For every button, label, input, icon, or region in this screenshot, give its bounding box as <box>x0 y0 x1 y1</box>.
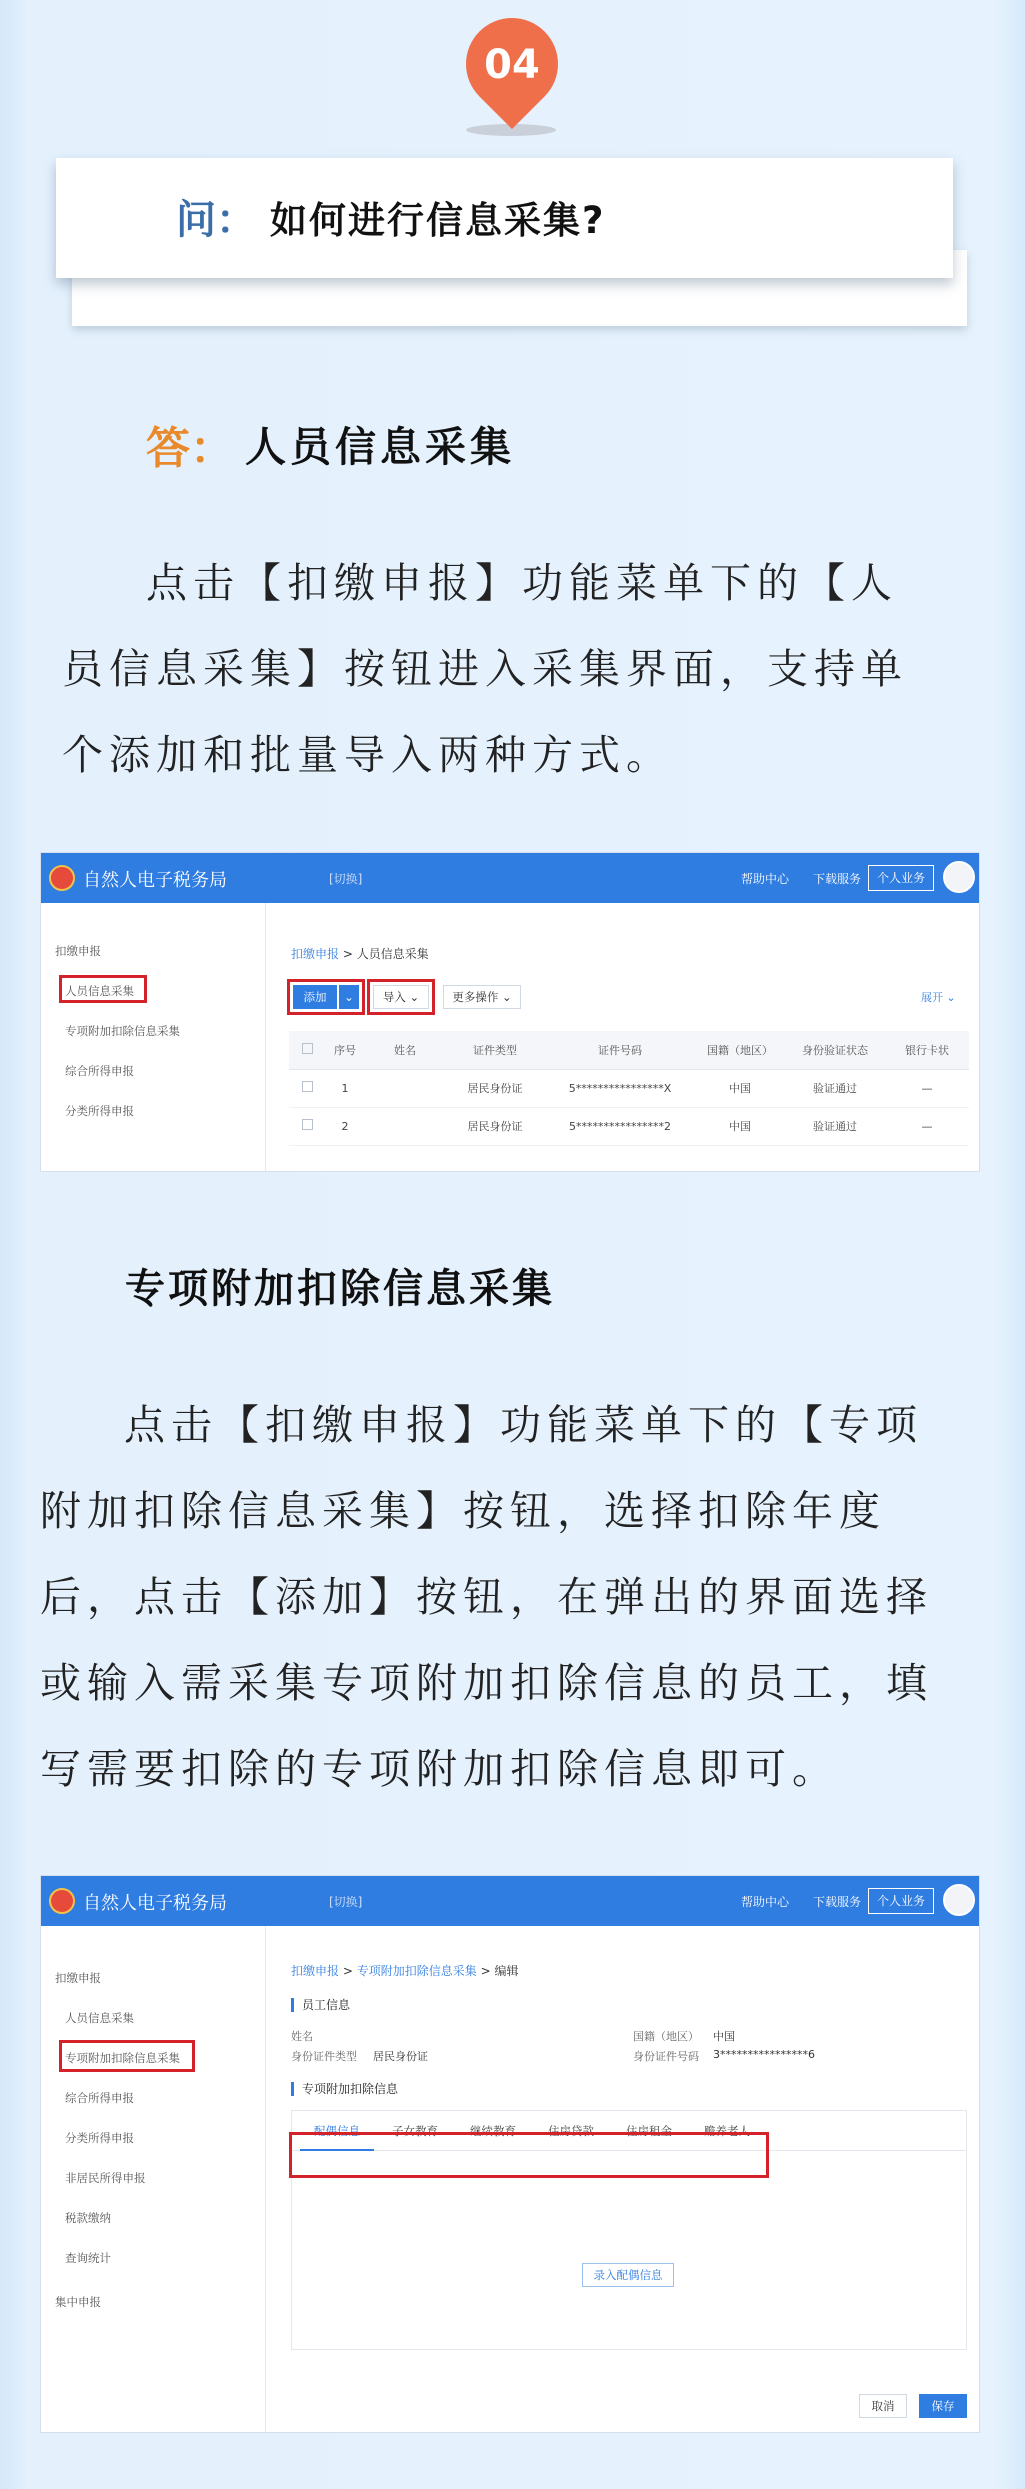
cell: — <box>885 1107 969 1145</box>
breadcrumb-current: 人员信息采集 <box>356 947 429 961</box>
id-number-value: 3****************6 <box>713 2048 815 2061</box>
highlight-box <box>367 979 435 1015</box>
highlight-box <box>289 2132 769 2178</box>
tab-spouse[interactable]: 配偶信息 <box>300 2111 374 2151</box>
cell: 2 <box>325 1107 365 1145</box>
checkbox[interactable] <box>302 1119 313 1130</box>
cell: 中国 <box>695 1069 785 1107</box>
top-bar <box>41 853 979 903</box>
save-button[interactable]: 保存 <box>919 2394 967 2418</box>
cell: 验证通过 <box>785 1069 885 1107</box>
sidebar-item-classified[interactable]: 分类所得申报 <box>65 1104 134 1118</box>
column-header: 身份验证状态 <box>785 1031 885 1069</box>
paragraph-1 <box>62 540 982 798</box>
tab-housing-loan[interactable]: 住房贷款 <box>548 2124 594 2138</box>
id-type-value: 居民身份证 <box>373 2050 428 2063</box>
sidebar-head-withholding[interactable]: 扣缴申报 <box>55 1971 101 1985</box>
sidebar-item-comprehensive[interactable]: 综合所得申报 <box>65 2091 134 2105</box>
tax-emblem-icon <box>49 865 75 891</box>
paragraph-line: 后，点击【添加】按钮，在弹出的界面选择 <box>40 1573 933 1621</box>
download-service-link[interactable]: 下载服务 <box>813 1895 862 1909</box>
paragraph-line: 个添加和批量导入两种方式。 <box>62 731 673 779</box>
cancel-button[interactable]: 取消 <box>859 2394 907 2418</box>
cell: 5****************X <box>545 1069 695 1107</box>
column-header: 姓名 <box>365 1031 445 1069</box>
paragraph-line: 写需要扣除的专项附加扣除信息即可。 <box>40 1745 839 1793</box>
cell: 居民身份证 <box>445 1069 545 1107</box>
paragraph-line: 点击【扣缴申报】功能菜单下的【人 <box>146 559 898 607</box>
question-prefix: 问： <box>176 197 256 243</box>
sidebar-item-personnel[interactable]: 人员信息采集 <box>65 2011 134 2025</box>
import-button[interactable]: 导入 ⌄ <box>373 985 429 1009</box>
cell: 验证通过 <box>785 1107 885 1145</box>
badge-number: 04 <box>484 42 540 88</box>
checkbox[interactable] <box>302 1081 313 1092</box>
highlight-box <box>59 2040 195 2072</box>
switch-link[interactable]: [切换] <box>329 872 363 886</box>
cell-name-redacted <box>365 1107 445 1145</box>
cell: 1 <box>325 1069 365 1107</box>
sidebar-item-special-deduction[interactable]: 专项附加扣除信息采集 <box>65 1024 180 1038</box>
breadcrumb-separator: > <box>342 947 353 961</box>
screenshot-personnel-info <box>40 852 980 1172</box>
help-center-link[interactable]: 帮助中心 <box>741 872 790 886</box>
answer-title: 人员信息采集 <box>245 423 515 471</box>
column-header: 证件号码 <box>545 1031 695 1069</box>
cell-name-redacted <box>365 1069 445 1107</box>
sidebar-item-query-stats[interactable]: 查询统计 <box>65 2251 111 2265</box>
table-row[interactable] <box>289 1107 969 1145</box>
paragraph-line: 附加扣除信息采集】按钮，选择扣除年度 <box>40 1487 886 1535</box>
column-header: 证件类型 <box>445 1031 545 1069</box>
sidebar-item-personnel[interactable]: 人员信息采集 <box>65 984 134 998</box>
breadcrumb-separator: > <box>342 1964 353 1978</box>
table-row[interactable] <box>289 1069 969 1107</box>
checkbox[interactable] <box>302 1043 313 1054</box>
sidebar-item-tax-payment[interactable]: 税款缴纳 <box>65 2211 111 2225</box>
highlight-box <box>59 975 147 1003</box>
question-card <box>56 158 953 278</box>
enter-spouse-info-button[interactable]: 录入配偶信息 <box>582 2263 674 2287</box>
brand-title: 自然人电子税务局 <box>83 1893 227 1914</box>
sidebar-item-nonresident[interactable]: 非居民所得申报 <box>65 2171 146 2185</box>
sidebar-head-centralized[interactable]: 集中申报 <box>55 2295 101 2309</box>
highlight-box <box>287 979 365 1015</box>
answer-prefix: 答： <box>146 423 234 474</box>
personnel-table <box>289 1031 969 1146</box>
help-center-link[interactable]: 帮助中心 <box>741 1895 790 1909</box>
sidebar <box>41 1926 266 2432</box>
screenshot-special-deduction <box>40 1875 980 2433</box>
column-header: 序号 <box>325 1031 365 1069</box>
nation-label: 国籍（地区） <box>633 2030 699 2043</box>
breadcrumb <box>291 945 429 962</box>
tax-emblem-icon <box>49 1888 75 1914</box>
breadcrumb-link[interactable]: 专项附加扣除信息采集 <box>356 1964 477 1978</box>
avatar[interactable] <box>943 1884 975 1916</box>
cell: 中国 <box>695 1107 785 1145</box>
sidebar <box>41 903 266 1171</box>
breadcrumb <box>291 1962 518 1979</box>
breadcrumb-separator: > <box>480 1964 491 1978</box>
add-dropdown-button[interactable]: ⌄ <box>339 985 359 1009</box>
avatar[interactable] <box>943 861 975 893</box>
tab-continuing-education[interactable]: 继续教育 <box>470 2124 516 2138</box>
top-bar <box>41 1876 979 1926</box>
sidebar-item-comprehensive[interactable]: 综合所得申报 <box>65 1064 134 1078</box>
paragraph-line: 点击【扣缴申报】功能菜单下的【专项 <box>124 1401 923 1449</box>
sidebar-item-classified[interactable]: 分类所得申报 <box>65 2131 134 2145</box>
personal-business-button[interactable]: 个人业务 <box>868 1888 934 1914</box>
switch-link[interactable]: [切换] <box>329 1895 363 1909</box>
id-type-label: 身份证件类型 <box>291 2050 357 2063</box>
paragraph-line: 员信息采集】按钮进入采集界面，支持单 <box>62 645 908 693</box>
brand-title: 自然人电子税务局 <box>83 870 227 891</box>
tab-child-education[interactable]: 子女教育 <box>392 2124 438 2138</box>
tab-housing-rent[interactable]: 住房租金 <box>626 2124 672 2138</box>
cell: — <box>885 1069 969 1107</box>
cell: 居民身份证 <box>445 1107 545 1145</box>
sidebar-head-withholding[interactable]: 扣缴申报 <box>55 944 101 958</box>
tab-elderly-support[interactable]: 赡养老人 <box>704 2124 750 2138</box>
breadcrumb-link[interactable]: 扣缴申报 <box>291 1964 340 1978</box>
more-actions-button[interactable]: 更多操作 ⌄ <box>443 985 521 1009</box>
question-text: 如何进行信息采集? <box>270 199 606 242</box>
add-button[interactable]: 添加 <box>293 985 337 1009</box>
cell: 5****************2 <box>545 1107 695 1145</box>
column-header: 国籍（地区） <box>695 1031 785 1069</box>
paragraph-2 <box>40 1382 985 1812</box>
subtitle: 专项附加扣除信息采集 <box>125 1266 555 1312</box>
table-header-row <box>289 1031 969 1069</box>
nation-value: 中国 <box>713 2030 735 2043</box>
special-deduction-heading: 专项附加扣除信息 <box>291 2082 398 2096</box>
download-service-link[interactable]: 下载服务 <box>813 872 862 886</box>
breadcrumb-link[interactable]: 扣缴申报 <box>291 947 340 961</box>
personal-business-button[interactable]: 个人业务 <box>868 865 934 891</box>
id-number-label: 身份证件号码 <box>633 2050 699 2063</box>
paragraph-line: 或输入需采集专项附加扣除信息的员工，填 <box>40 1659 933 1707</box>
breadcrumb-current: 编辑 <box>494 1964 519 1978</box>
column-header: 银行卡状 <box>885 1031 969 1069</box>
name-label: 姓名 <box>291 2030 313 2043</box>
employee-info-heading: 员工信息 <box>291 1998 350 2012</box>
header-checkbox[interactable] <box>289 1031 325 1069</box>
expand-link[interactable]: 展开 ⌄ <box>921 991 956 1004</box>
sidebar-item-special-deduction[interactable]: 专项附加扣除信息采集 <box>65 2051 180 2065</box>
